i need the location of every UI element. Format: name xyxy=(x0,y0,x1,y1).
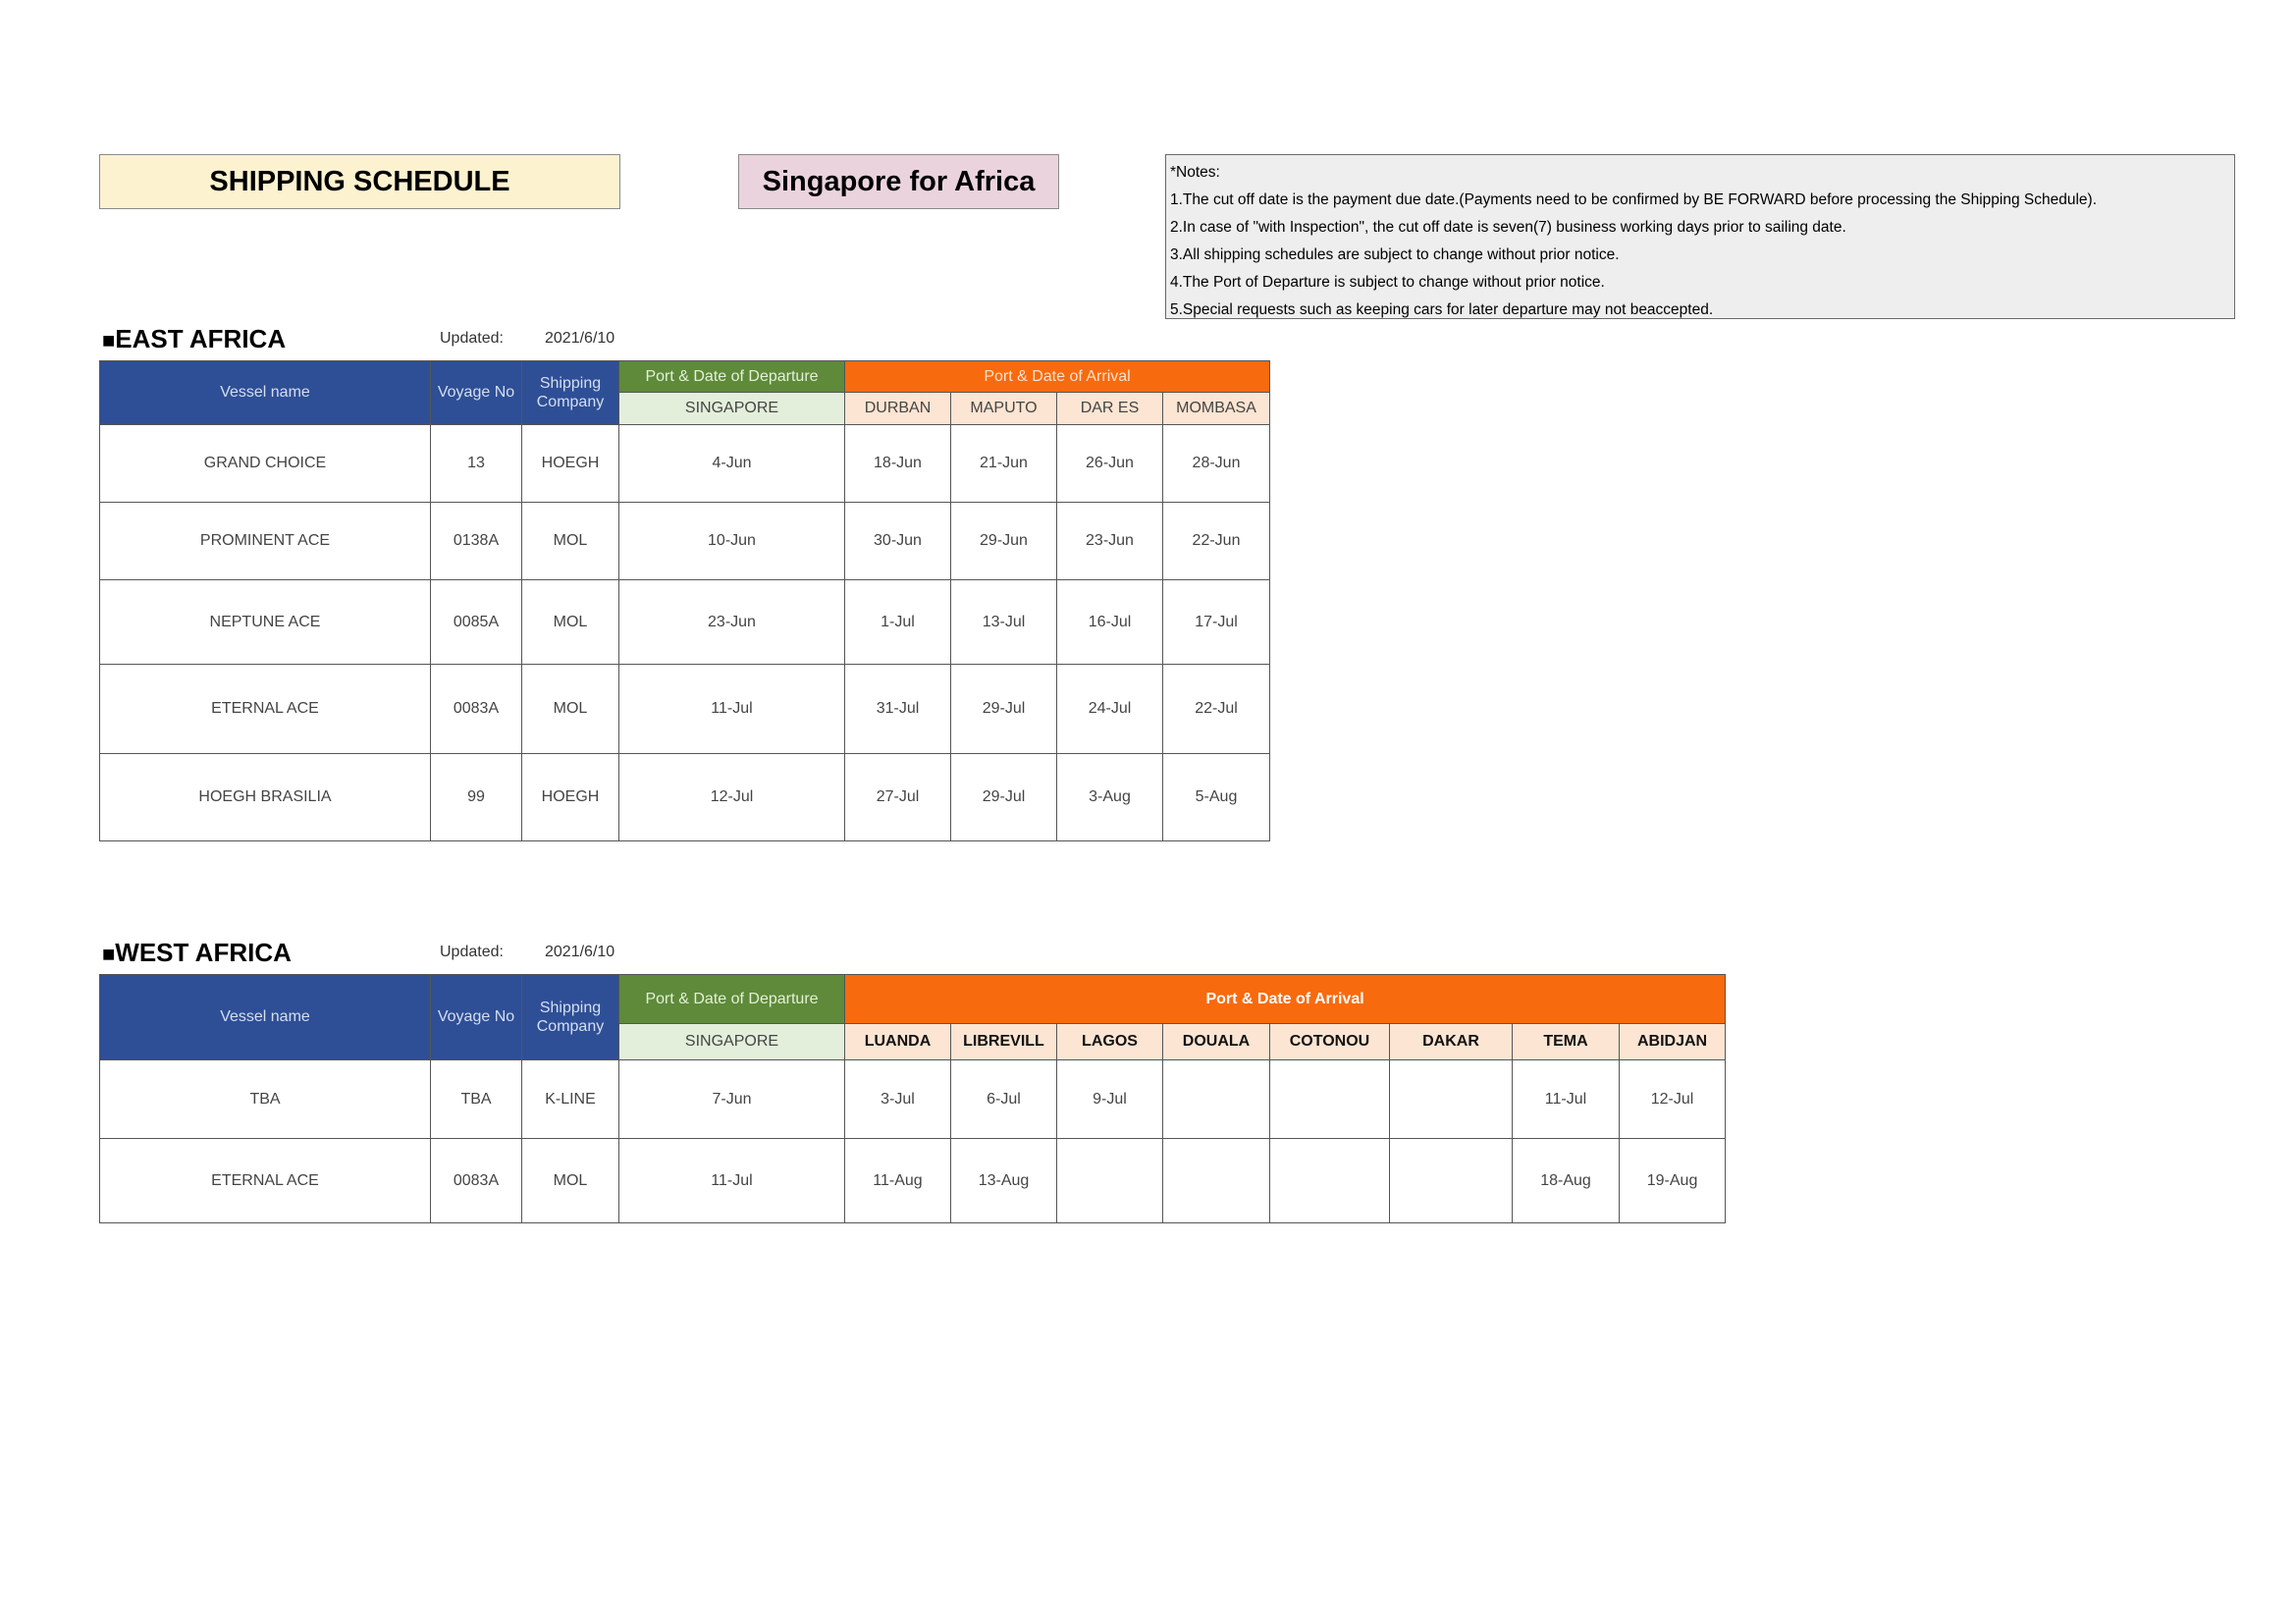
cell-arrival-date: 21-Jun xyxy=(951,425,1057,503)
cell-arrival-date: 24-Jul xyxy=(1057,665,1163,754)
cell-arrival-date xyxy=(1270,1139,1390,1223)
page-title: SHIPPING SCHEDULE xyxy=(99,154,620,209)
header-arrival-port: DOUALA xyxy=(1163,1024,1270,1060)
cell-shipping-company: K-LINE xyxy=(522,1060,619,1139)
cell-voyage-no: 99 xyxy=(431,754,522,841)
cell-shipping-company: MOL xyxy=(522,1139,619,1223)
cell-departure-date: 11-Jul xyxy=(619,665,845,754)
cell-shipping-company: MOL xyxy=(522,665,619,754)
region-title: Singapore for Africa xyxy=(738,154,1059,209)
east-updated-date: 2021/6/10 xyxy=(545,330,615,347)
notes-box xyxy=(1165,154,2235,319)
cell-arrival-date: 1-Jul xyxy=(845,580,951,665)
header-departure: Port & Date of Departure xyxy=(619,975,845,1024)
table-row xyxy=(100,1139,1726,1223)
cell-arrival-date: 29-Jul xyxy=(951,754,1057,841)
east-updated-label: Updated: xyxy=(440,330,504,347)
cell-arrival-date: 13-Aug xyxy=(951,1139,1057,1223)
cell-voyage-no: 0085A xyxy=(431,580,522,665)
east-africa-rows xyxy=(100,425,1270,841)
notes-line: 4.The Port of Departure is subject to change without prior notice. xyxy=(1170,274,1605,291)
cell-arrival-date: 29-Jul xyxy=(951,665,1057,754)
notes-line: 3.All shipping schedules are subject to change without prior notice. xyxy=(1170,246,1620,263)
cell-arrival-date: 3-Aug xyxy=(1057,754,1163,841)
cell-voyage-no: 0083A xyxy=(431,665,522,754)
header-arrival-port: ABIDJAN xyxy=(1620,1024,1726,1060)
notes-line: *Notes: xyxy=(1170,164,1220,181)
header-arrival-port: LIBREVILL xyxy=(951,1024,1057,1060)
table-row xyxy=(100,503,1270,580)
cell-arrival-date: 6-Jul xyxy=(951,1060,1057,1139)
cell-shipping-company: MOL xyxy=(522,503,619,580)
header-vessel-name: Vessel name xyxy=(100,361,431,425)
cell-voyage-no: TBA xyxy=(431,1060,522,1139)
east-africa-title-text: EAST AFRICA xyxy=(115,324,287,353)
east-africa-table xyxy=(99,360,1270,841)
header-arrival-port: DAKAR xyxy=(1390,1024,1513,1060)
cell-arrival-date: 18-Jun xyxy=(845,425,951,503)
header-shipping-company: Shipping Company xyxy=(522,975,619,1060)
cell-arrival-date: 26-Jun xyxy=(1057,425,1163,503)
cell-arrival-date xyxy=(1163,1139,1270,1223)
header-voyage-no: Voyage No xyxy=(431,975,522,1060)
notes-line: 5.Special requests such as keeping cars for later departure may not beaccepted. xyxy=(1170,301,1714,318)
table-row xyxy=(100,580,1270,665)
cell-arrival-date: 12-Jul xyxy=(1620,1060,1726,1139)
cell-vessel-name: TBA xyxy=(100,1060,431,1139)
cell-arrival-date xyxy=(1163,1060,1270,1139)
header-departure-port: SINGAPORE xyxy=(619,1024,845,1060)
header-arrival-port: DAR ES xyxy=(1057,393,1163,425)
cell-arrival-date: 17-Jul xyxy=(1163,580,1270,665)
cell-shipping-company: HOEGH xyxy=(522,754,619,841)
cell-arrival-date: 31-Jul xyxy=(845,665,951,754)
cell-departure-date: 11-Jul xyxy=(619,1139,845,1223)
notes-line: 2.In case of "with Inspection", the cut off date is seven(7) business working days prior to sailing date. xyxy=(1170,219,1846,236)
header-departure: Port & Date of Departure xyxy=(619,361,845,393)
cell-arrival-date: 5-Aug xyxy=(1163,754,1270,841)
table-row xyxy=(100,1060,1726,1139)
cell-vessel-name: GRAND CHOICE xyxy=(100,425,431,503)
cell-arrival-date: 19-Aug xyxy=(1620,1139,1726,1223)
cell-shipping-company: HOEGH xyxy=(522,425,619,503)
cell-vessel-name: ETERNAL ACE xyxy=(100,1139,431,1223)
east-africa-title xyxy=(102,324,286,354)
notes-line: 1.The cut off date is the payment due date.(Payments need to be confirmed by BE FORWARD before processing the Shipping Schedule). xyxy=(1170,191,2098,208)
header-arrival-port: DURBAN xyxy=(845,393,951,425)
cell-departure-date: 23-Jun xyxy=(619,580,845,665)
header-arrival-port: MOMBASA xyxy=(1163,393,1270,425)
cell-departure-date: 10-Jun xyxy=(619,503,845,580)
cell-arrival-date: 23-Jun xyxy=(1057,503,1163,580)
cell-arrival-date: 3-Jul xyxy=(845,1060,951,1139)
cell-voyage-no: 0083A xyxy=(431,1139,522,1223)
cell-arrival-date: 13-Jul xyxy=(951,580,1057,665)
table-row xyxy=(100,754,1270,841)
cell-vessel-name: NEPTUNE ACE xyxy=(100,580,431,665)
cell-arrival-date xyxy=(1270,1060,1390,1139)
west-updated-label: Updated: xyxy=(440,944,504,960)
cell-arrival-date: 30-Jun xyxy=(845,503,951,580)
header-voyage-no: Voyage No xyxy=(431,361,522,425)
cell-arrival-date: 11-Aug xyxy=(845,1139,951,1223)
cell-arrival-date xyxy=(1057,1139,1163,1223)
header-shipping-company: Shipping Company xyxy=(522,361,619,425)
header-arrival-port: COTONOU xyxy=(1270,1024,1390,1060)
header-arrival: Port & Date of Arrival xyxy=(845,361,1270,393)
cell-departure-date: 4-Jun xyxy=(619,425,845,503)
cell-arrival-date xyxy=(1390,1060,1513,1139)
cell-arrival-date: 9-Jul xyxy=(1057,1060,1163,1139)
cell-arrival-date: 27-Jul xyxy=(845,754,951,841)
header-arrival-port: TEMA xyxy=(1513,1024,1620,1060)
cell-voyage-no: 13 xyxy=(431,425,522,503)
header-vessel-name: Vessel name xyxy=(100,975,431,1060)
cell-vessel-name: ETERNAL ACE xyxy=(100,665,431,754)
header-arrival-port: LUANDA xyxy=(845,1024,951,1060)
header-arrival-port: LAGOS xyxy=(1057,1024,1163,1060)
header-arrival: Port & Date of Arrival xyxy=(845,975,1726,1024)
header-departure-port: SINGAPORE xyxy=(619,393,845,425)
west-africa-title xyxy=(102,938,292,968)
cell-arrival-date: 11-Jul xyxy=(1513,1060,1620,1139)
cell-arrival-date xyxy=(1390,1139,1513,1223)
cell-vessel-name: PROMINENT ACE xyxy=(100,503,431,580)
cell-arrival-date: 18-Aug xyxy=(1513,1139,1620,1223)
west-africa-table xyxy=(99,974,1726,1223)
west-africa-title-text: WEST AFRICA xyxy=(115,938,292,967)
cell-arrival-date: 29-Jun xyxy=(951,503,1057,580)
table-row xyxy=(100,665,1270,754)
cell-arrival-date: 16-Jul xyxy=(1057,580,1163,665)
cell-arrival-date: 22-Jul xyxy=(1163,665,1270,754)
cell-departure-date: 12-Jul xyxy=(619,754,845,841)
header-arrival-port: MAPUTO xyxy=(951,393,1057,425)
cell-departure-date: 7-Jun xyxy=(619,1060,845,1139)
west-africa-rows xyxy=(100,1060,1726,1223)
cell-voyage-no: 0138A xyxy=(431,503,522,580)
cell-shipping-company: MOL xyxy=(522,580,619,665)
square-bullet-icon: ■ xyxy=(102,942,116,966)
table-row xyxy=(100,425,1270,503)
cell-arrival-date: 28-Jun xyxy=(1163,425,1270,503)
cell-vessel-name: HOEGH BRASILIA xyxy=(100,754,431,841)
west-updated-date: 2021/6/10 xyxy=(545,944,615,960)
square-bullet-icon: ■ xyxy=(102,328,116,352)
cell-arrival-date: 22-Jun xyxy=(1163,503,1270,580)
